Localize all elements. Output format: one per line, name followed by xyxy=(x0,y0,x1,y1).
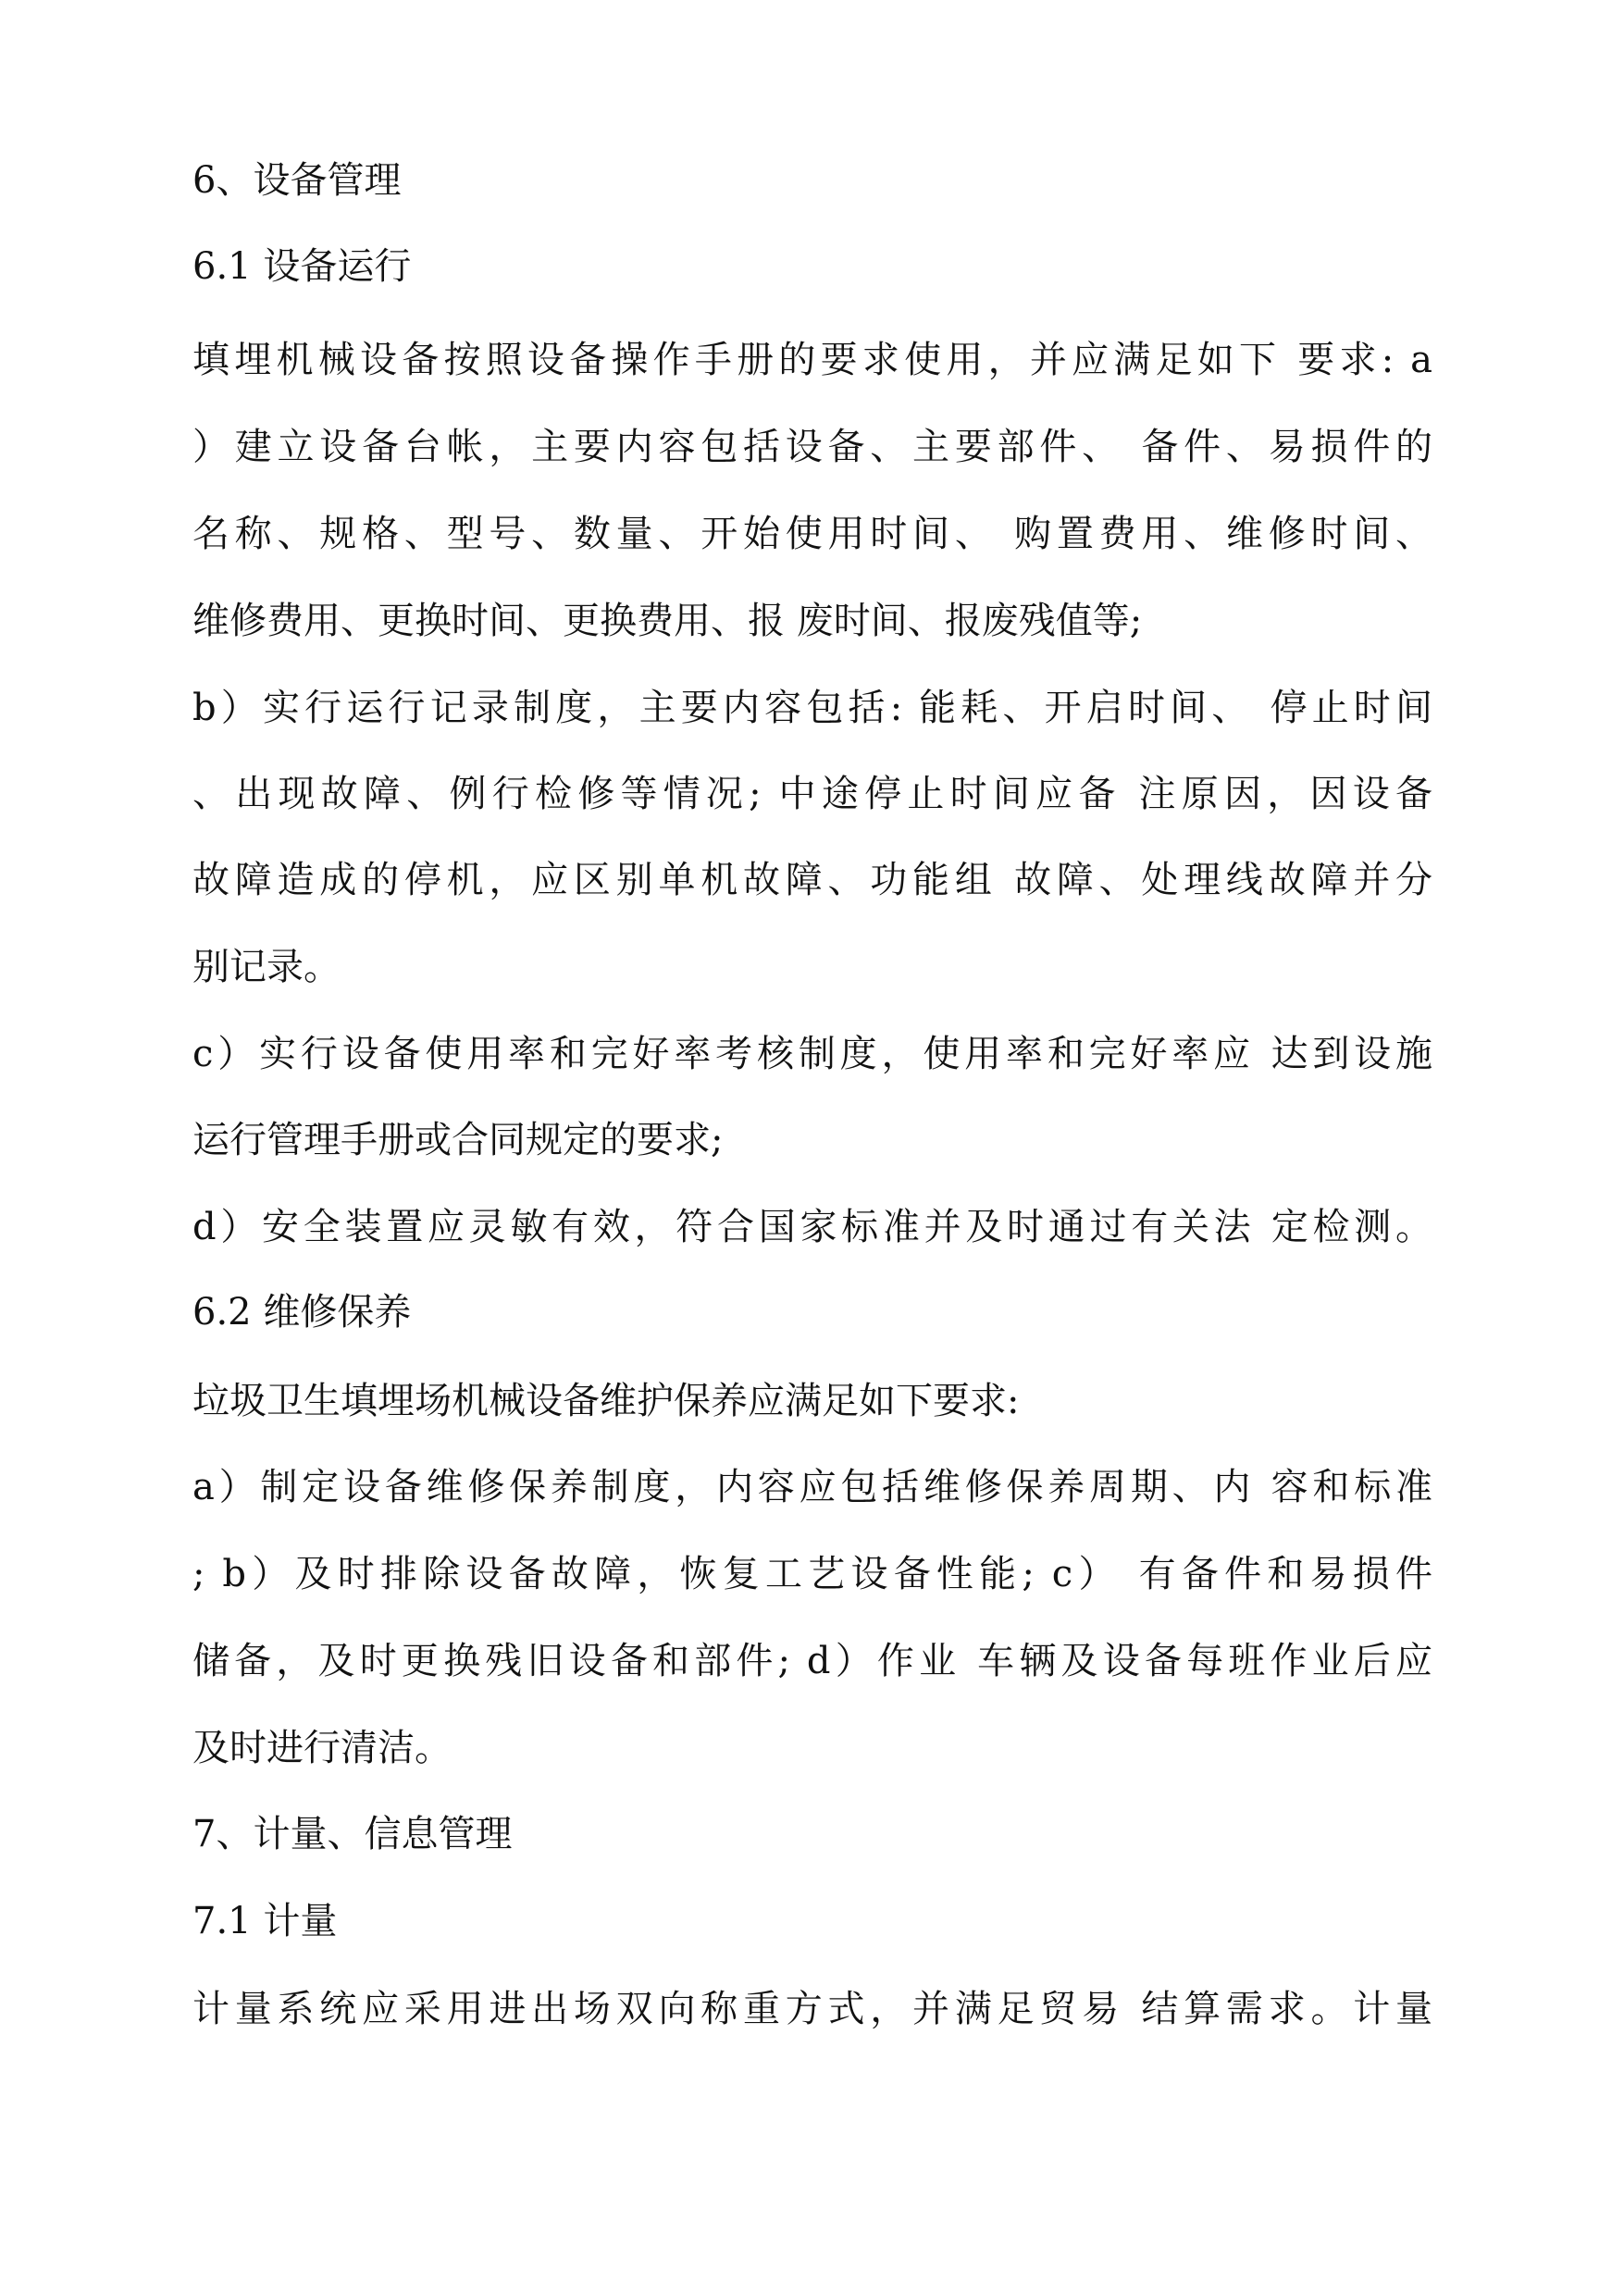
paragraph-line: c）实行设备使用率和完好率考核制度，使用率和完好率应 达到设施 xyxy=(192,1033,1432,1075)
paragraph-line: 垃圾卫生填埋场机械设备维护保养应满足如下要求: xyxy=(192,1380,1020,1422)
paragraph-line: 运行管理手册或合同规定的要求; xyxy=(192,1119,724,1161)
paragraph-line: 维修费用、更换时间、更换费用、报 废时间、报废残值等; xyxy=(192,600,1143,642)
heading-equipment-operation: 6.1 设备运行 xyxy=(192,245,412,288)
paragraph-line: 及时进行清洁。 xyxy=(192,1727,452,1769)
paragraph-line: ; b）及时排除设备故障，恢复工艺设备性能; c） 有备件和易损件 xyxy=(192,1553,1432,1595)
heading-equipment-management: 6、设备管理 xyxy=(192,159,402,202)
paragraph-line: 、出现故障、例行检修等情况; 中途停止时间应备 注原因，因设备 xyxy=(192,773,1432,815)
heading-measurement-information: 7、计量、信息管理 xyxy=(192,1813,513,1855)
paragraph-line: 填埋机械设备按照设备操作手册的要求使用，并应满足如下 要求: a xyxy=(192,339,1432,381)
paragraph-line: d）安全装置应灵敏有效，符合国家标准并及时通过有关法 定检测。 xyxy=(192,1206,1432,1248)
paragraph-line: 故障造成的停机，应区别单机故障、功能组 故障、处理线故障并分 xyxy=(192,859,1432,901)
heading-maintenance: 6.2 维修保养 xyxy=(192,1291,412,1334)
paragraph-line: 储备，及时更换残旧设备和部件; d）作业 车辆及设备每班作业后应 xyxy=(192,1640,1432,1682)
paragraph-line: 计量系统应采用进出场双向称重方式，并满足贸易 结算需求。计量 xyxy=(192,1988,1432,2030)
paragraph-line: 别记录。 xyxy=(192,946,341,988)
paragraph-line: 名称、规格、型号、数量、开始使用时间、 购置费用、维修时间、 xyxy=(192,513,1432,555)
heading-measurement: 7.1 计量 xyxy=(192,1900,338,1942)
paragraph-line: ）建立设备台帐，主要内容包括设备、主要部件、 备件、易损件的 xyxy=(192,426,1432,468)
paragraph-line: b）实行运行记录制度，主要内容包括: 能耗、开启时间、 停止时间 xyxy=(192,687,1432,729)
paragraph-line: a）制定设备维修保养制度，内容应包括维修保养周期、内 容和标准 xyxy=(192,1466,1432,1508)
